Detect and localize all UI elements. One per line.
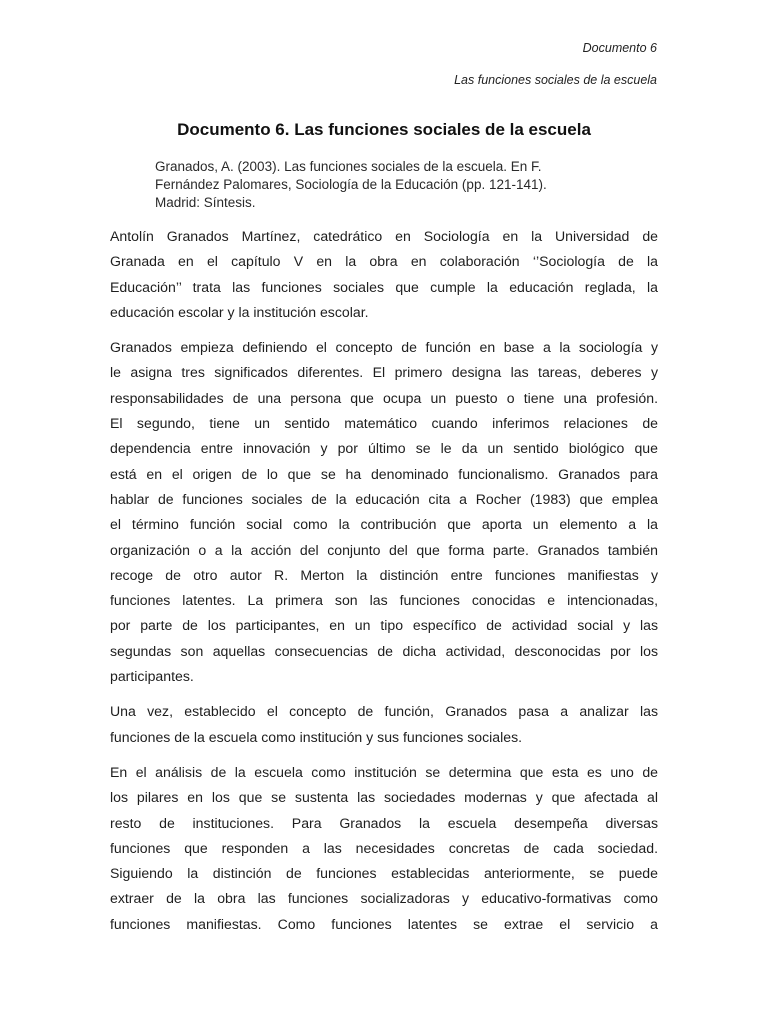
running-header-document-number: Documento 6 [582,41,657,55]
text-line: el término función social como la contribución que aporta un elemento a la [110,516,658,533]
text-line: participantes. [110,668,194,685]
text-line: funciones que responden a las necesidades concretas de cada sociedad. [110,839,658,856]
text-line: El segundo, tiene un sentido matemático cuando inferimos relaciones de [110,415,658,432]
text-line: resto de instituciones. Para Granados la escuela desempeña diversas [110,814,658,831]
text-line: segundas son aquellas consecuencias de dicha actividad, desconocidas por los [110,642,658,659]
citation-line: Granados, A. (2003). Las funciones sociales de la escuela. En F. [155,159,542,174]
text-line: está en el origen de lo que se ha denominado funcionalismo. Granados para [110,465,658,482]
text-line: funciones latentes. La primera son las funciones conocidas e intencionadas, [110,592,658,609]
text-line: Antolín Granados Martínez, catedrático en Sociología en la Universidad de [110,228,658,244]
text-line: Granados empieza definiendo el concepto de función en base a la sociología y [110,339,658,356]
text-line: los pilares en los que se sustenta las sociedades modernas y que afectada al [110,789,658,806]
body-text [110,224,658,947]
text-line: Siguiendo la distinción de funciones establecidas anteriormente, se puede [110,865,658,882]
paragraph-4 [110,760,658,937]
paragraph-3 [110,699,658,750]
document-title: Documento 6. Las funciones sociales de la escuela [177,120,591,139]
citation-line: Madrid: Síntesis. [155,195,256,210]
text-line: En el análisis de la escuela como institución se determina que esta es uno de [110,763,658,780]
text-line: organización o a la acción del conjunto del que forma parte. Granados también [110,541,658,558]
paragraph-2 [110,335,658,689]
text-line: Educación’’ trata las funciones sociales que cumple la educación reglada, la [110,278,658,295]
running-header-document-title: Las funciones sociales de la escuela [454,73,657,87]
text-line: hablar de funciones sociales de la educación cita a Rocher (1983) que emplea [110,490,658,507]
paragraph-1 [110,224,658,325]
text-line: por parte de los participantes, en un tipo específico de actividad social y las [110,617,658,634]
text-line: dependencia entre innovación y por último se le da un sentido biológico que [110,440,658,457]
text-line: Granada en el capítulo V en la obra en colaboración ‘’Sociología de la [110,253,658,270]
citation-line: Fernández Palomares, Sociología de la Educación (pp. 121-141). [155,177,547,192]
text-line: educación escolar y la institución escolar. [110,303,369,320]
citation-block [155,158,625,212]
text-line: Una vez, establecido el concepto de función, Granados pasa a analizar las [110,703,658,720]
text-line: le asigna tres significados diferentes. El primero designa las tareas, deberes y [110,364,658,381]
text-line: funciones manifiestas. Como funciones latentes se extrae el servicio a [110,915,658,932]
text-line: extraer de la obra las funciones socializadoras y educativo-formativas como [110,890,658,907]
text-line: funciones de la escuela como institución y sus funciones sociales. [110,728,523,745]
text-line: responsabilidades de una persona que ocupa un puesto o tiene una profesión. [110,389,658,406]
text-line: recoge de otro autor R. Merton la distinción entre funciones manifiestas y [110,566,658,583]
